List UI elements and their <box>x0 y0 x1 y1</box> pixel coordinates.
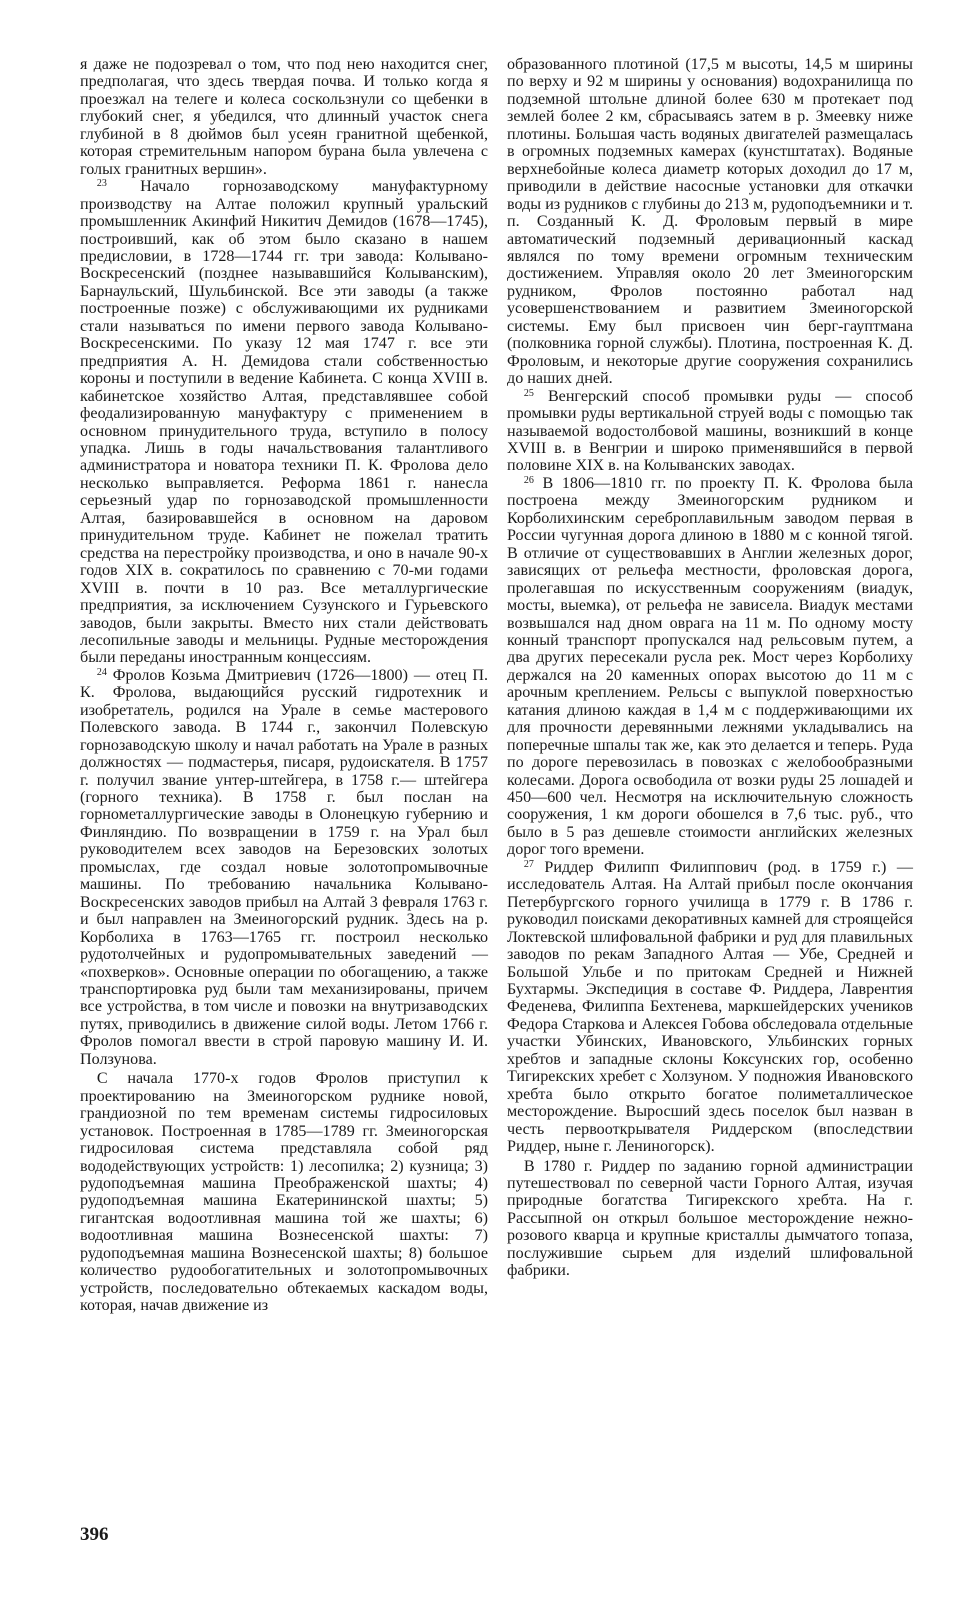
page-number: 396 <box>80 1524 109 1545</box>
note-23: $^{23}$ Начало горнозаводскому мануфактурному производству на Алтае положил крупный уральский промышленник Акинфий Никитич Демидов (1678—1745), построивший, как об этом было сказано в нашем предисловии, в 1728—1744 гг. три завода: Колывано-Воскресенский (позднее называвшийся Колыванским), Барнаульский, Шульбинской. Все эти заводы (а также построенные позже) с обслуживающими их рудниками стали называться по имени первого завода Колывано-Воскресенскими. По указу 12 мая 1747 г. все эти предприятия А. Н. Демидова стали собственностью короны и поступили в ведение Кабинета. С конца XVIII в. кабинетское хозяйство Алтая, представлявшее собой феодализированную мануфактуру с применением в основном принудительного труда, вступило в полосу упадка. Лишь в годы начальствования талантливого администратора и новатора техники П. К. Фролова дело несколько выправляется. Реформа 1861 г. нанесла серьезный удар по горнозаводской промышленности Алтая, базировавшейся в основном на даровом принудительном труде. Кабинет не пожелал тратить средства на перестройку производства, и оно в начале 90-х годов XIX в. сократилось по сравнению с 70-ми годами XVIII в. почти в 10 раз. Все металлургические предприятия, за исключением Сузунского и Гурьевского заводов, были закрыты. Вместо них стали действовать лесопильные заводы и мельницы. Рудные месторождения были переданы иностранным концессиям. <box>80 178 488 667</box>
note-25: $^{25}$ Венгерский способ промывки руды — способ промывки руды вертикальной струей воды с помощью так называемой водостолбовой машины, возникший в конце XVIII в. в Венгрии и широко применявшийся в первой половине XIX в. на Колыванских заводах. <box>507 387 913 475</box>
left-column <box>80 56 488 1315</box>
note-26: $^{26}$ В 1806—1810 гг. по проекту П. К. Фролова была построена между Змеиногорским рудником и Корболихинским сереброплавильным заводом первая в России чугунная дорога длиною в 1880 м с конной тягой. В отличие от существовавших в Англии железных дорог, зависящих от рельефа местности, фроловская дорога, пролегавшая по искусственным сооружениям (виадук, мосты, выемка), от рельефа не зависела. Виадук местами возвышался над дном оврага на 11 м. По одному мосту конный транспорт пропускался над рельсовым путем, а два других пересекали русла рек. Мост через Корболиху держался на 20 каменных опорах высотою до 11 м с арочным креплением. Рельсы с выпуклой поверхностью катания длиною каждая в 1,4 м с поддерживающими их для прочности деревянными лежнями укладывались на поперечные шпалы так же, как это делается и теперь. Руда по дороге перевозилась в повозках с желобообразными колесами. Дорога освободила от возки руды 25 лошадей и 450—600 чел. Несмотря на исключительную сложность сооружения, 1 км дороги обошелся в 7,6 тыс. руб., что было в 5 раз дешевле стоимости английских железных дорог того времени. <box>507 474 914 859</box>
note-27: $^{27}$ Риддер Филипп Филиппович (род. в 1759 г.) — исследователь Алтая. На Алтай прибыл после окончания Петербургского горного училища в 1779 г. В 1786 г. руководил поисками декоративных камней для строящейся Локтевской шлифовальной фабрики и руд для плавильных заводов по рекам Западного Алтая — Убе, Средней и Большой Ульбе и по притокам Средней и Нижней Бухтармы. Экспедиция в составе Ф. Риддера, Лаврентия Феденева, Филиппа Бехтенева, маркшейдерских учеников Федора Старкова и Алексея Гобова обследовала отдельные участки Убинских, Ивановского, Ульбинских горных хребтов и западные склоны Коксунских гор, особенно Тигирекских хребет с Холзуном. У подножия Ивановского хребта было открыто богатое полиметаллическое месторождение. Выросший здесь поселок был назван в честь первооткрывателя Риддерском (впоследствии Риддер, ныне г. Лениногорск). <box>507 858 913 1156</box>
note-22-continuation: я даже не подозревал о том, что под нею находится снег, предполагая, что здесь твердая почва. И только когда я проезжал на телеге и колеса соскользнули со щебенки в глубокий снег, я убедился, что длинный участок снега глубиной в 8 дюймов был усеян гранитной щебенкой, которая стремительным напором бурана была увлечена с голых гранитных вершин». <box>80 56 488 178</box>
footnote-number: 27 <box>523 858 534 870</box>
footnote-number: 24 <box>96 666 107 678</box>
right-column <box>507 56 913 1280</box>
footnote-number: 26 <box>523 474 534 486</box>
note-27-continued-paragraph: В 1780 г. Риддер по заданию горной администрации путешествовал по северной части Горного Алтая, изучая природные богатства Тигирекского хребта. На г. Рассыпной он открыл большое месторождение нежно-розового кварца и крупные кристаллы дымчатого топаза, послужившие сырьем для изделий шлифовальной фабрики. <box>507 1157 913 1280</box>
footnote-number: 25 <box>523 387 534 399</box>
footnote-number: 23 <box>96 178 107 190</box>
note-24-continuation: образованного плотиной (17,5 м высоты, 14,5 м ширины по верху и 92 м ширины у основания) водохранилища по подземной штольне длиной более 630 м протекает под землей более 2 км, сбрасываясь затем в р. Змеевку ниже плотины. Большая часть водяных двигателей размещалась в огромных подземных камерах (кунстштатах). Водяные верхнебойные колеса диаметр которых доходил до 17 м, приводили в действие насосные установки для откачки воды из рудников с глубины до 213 м, рудоподъемники и т. п. Созданный К. Д. Фроловым первый в мире автоматический подземный деривационный каскад являлся по тому времени огромным техническим достижением. Управляя около 20 лет Змеиногорским рудником, Фролов постоянно работал над усовершенствованием и развитием Змеиногорской системы. Ему был присвоен чин берг-гауптмана (полковника горной службы). Плотина, построенная К. Д. Фроловым, и некоторые другие сооружения сохранились до наших дней. <box>507 56 913 388</box>
note-24: $^{24}$ Фролов Козьма Дмитриевич (1726—1800) — отец П. К. Фролова, выдающийся русский гидротехник и изобретатель, родился на Урале в семье мастерового Полевского завода. В 1744 г., закончил Полевскую горнозаводскую школу и начал работать на Урале в разных должностях — подмастерья, писаря, рудоискателя. В 1757 г. получил звание унтер-штейгера, в 1758 г.— штейгера (горного техника). В 1758 г. был послан на горнометаллургические заводы в Олонецкую губернию и Финляндию. По возвращении в 1759 г. на Урал был руководителем всех заводов на Березовских золотых промыслах, где создал новые золотопромывочные машины. По требованию начальника Колывано-Воскресенских заводов прибыл на Алтай 3 февраля 1763 г. и был направлен на Змеиногорский рудник. Здесь на р. Корболиха в 1763—1765 гг. построил несколько рудотолчейных и рудопромывательных заведений — «похверков». Основные операции по обогащению, а также транспортировка руд были там механизированы, причем все устройства, в том числе и повозки на внутризаводских путях, приводились в движение силой воды. Летом 1766 г. Фролов помогал ввести в строй паровую машину И. И. Ползунова. <box>80 666 488 1068</box>
note-24-continued-paragraph: С начала 1770-х годов Фролов приступил к проектированию на Змеиногорском руднике новой, грандиозной по тем временам системы гидросиловых установок. Построенная в 1785—1789 гг. Змеиногорская гидросиловая система представляла собой ряд вододействующих устройств: 1) лесопилка; 2) кузница; 3) рудоподъемная машина Преображенской шахты; 4) рудоподъемная машина Екатерининской шахты; 5) гигантская водоотливная машина той же шахты; 6) водоотливная машина Вознесенской шахты: 7) рудоподъемная машина Вознесенской шахты; 8) большое количество рудообогатительных и золотопромывочных устройств, последовательно обтекаемых каскадом воды, которая, начав движение из <box>80 1070 488 1315</box>
